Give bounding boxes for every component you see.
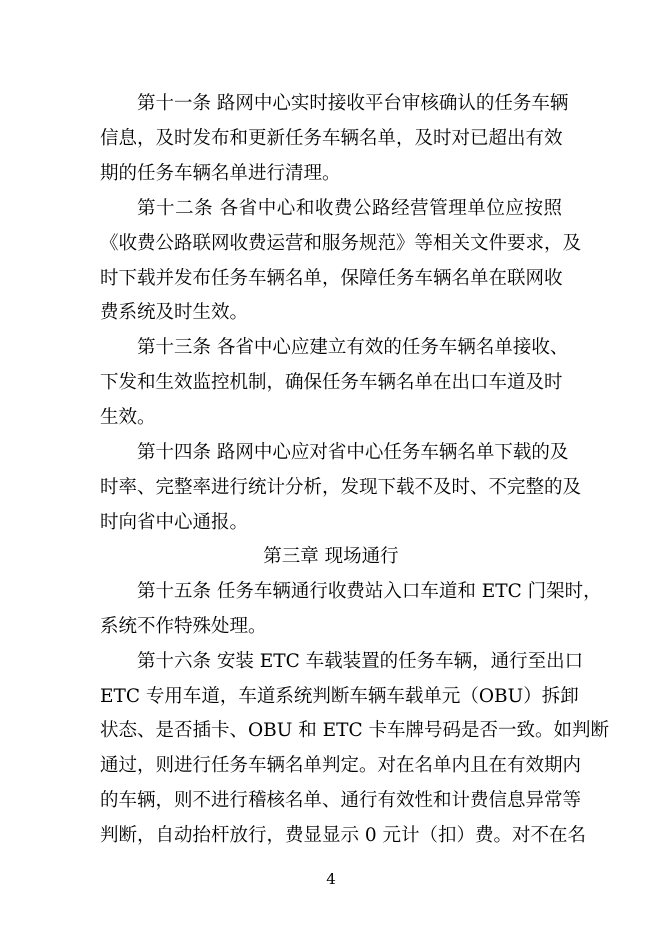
article-16-line-3: 状态、是否插卡、OBU 和 ETC 卡车牌号码是否一致。如判断 <box>100 720 609 741</box>
chapter-3-heading: 第三章 现场通行 <box>263 546 399 567</box>
article-16-line-6: 判断，自动抬杆放行，费显显示 0 元计（扣）费。对不在名 <box>100 825 587 846</box>
article-15-line-1: 第十五条 任务车辆通行收费站入口车道和 ETC 门架时， <box>137 581 602 602</box>
article-14-line-1: 第十四条 路网中心应对省中心任务车辆名单下载的及 <box>137 442 569 463</box>
article-16-line-2: ETC 专用车道，车道系统判断车辆车载单元（OBU）拆卸 <box>100 686 579 707</box>
article-11-line-3: 期的任务车辆名单进行清理。 <box>100 163 341 184</box>
article-16-line-1: 第十六条 安装 ETC 车载装置的任务车辆，通行至出口 <box>137 651 584 672</box>
article-13-line-2: 下发和生效监控机制，确保任务车辆名单在出口车道及时 <box>100 372 563 393</box>
article-13-line-3: 生效。 <box>100 407 156 428</box>
article-14-line-2: 时率、完整率进行统计分析，发现下载不及时、不完整的及 <box>100 477 582 498</box>
article-12-line-2: 《收费公路联网收费运营和服务规范》等相关文件要求，及 <box>100 233 582 254</box>
page-number: 4 <box>326 870 336 888</box>
article-12-line-3: 时下载并发布任务车辆名单，保障任务车辆名单在联网收 <box>100 268 563 289</box>
article-14-line-3: 时向省中心通报。 <box>100 512 249 533</box>
article-11-line-2: 信息，及时发布和更新任务车辆名单，及时对已超出有效 <box>100 128 563 149</box>
article-15-line-2: 系统不作特殊处理。 <box>100 616 267 637</box>
article-11-line-1: 第十一条 路网中心实时接收平台审核确认的任务车辆 <box>137 93 569 114</box>
article-16-line-5: 的车辆，则不进行稽核名单、通行有效性和计费信息异常等 <box>100 790 582 811</box>
article-13-line-1: 第十三条 各省中心应建立有效的任务车辆名单接收、 <box>137 337 569 358</box>
article-16-line-4: 通过，则进行任务车辆名单判定。对在名单内且在有效期内 <box>100 755 582 776</box>
article-12-line-1: 第十二条 各省中心和收费公路经营管理单位应按照 <box>137 198 562 219</box>
article-12-line-4: 费系统及时生效。 <box>100 302 249 323</box>
